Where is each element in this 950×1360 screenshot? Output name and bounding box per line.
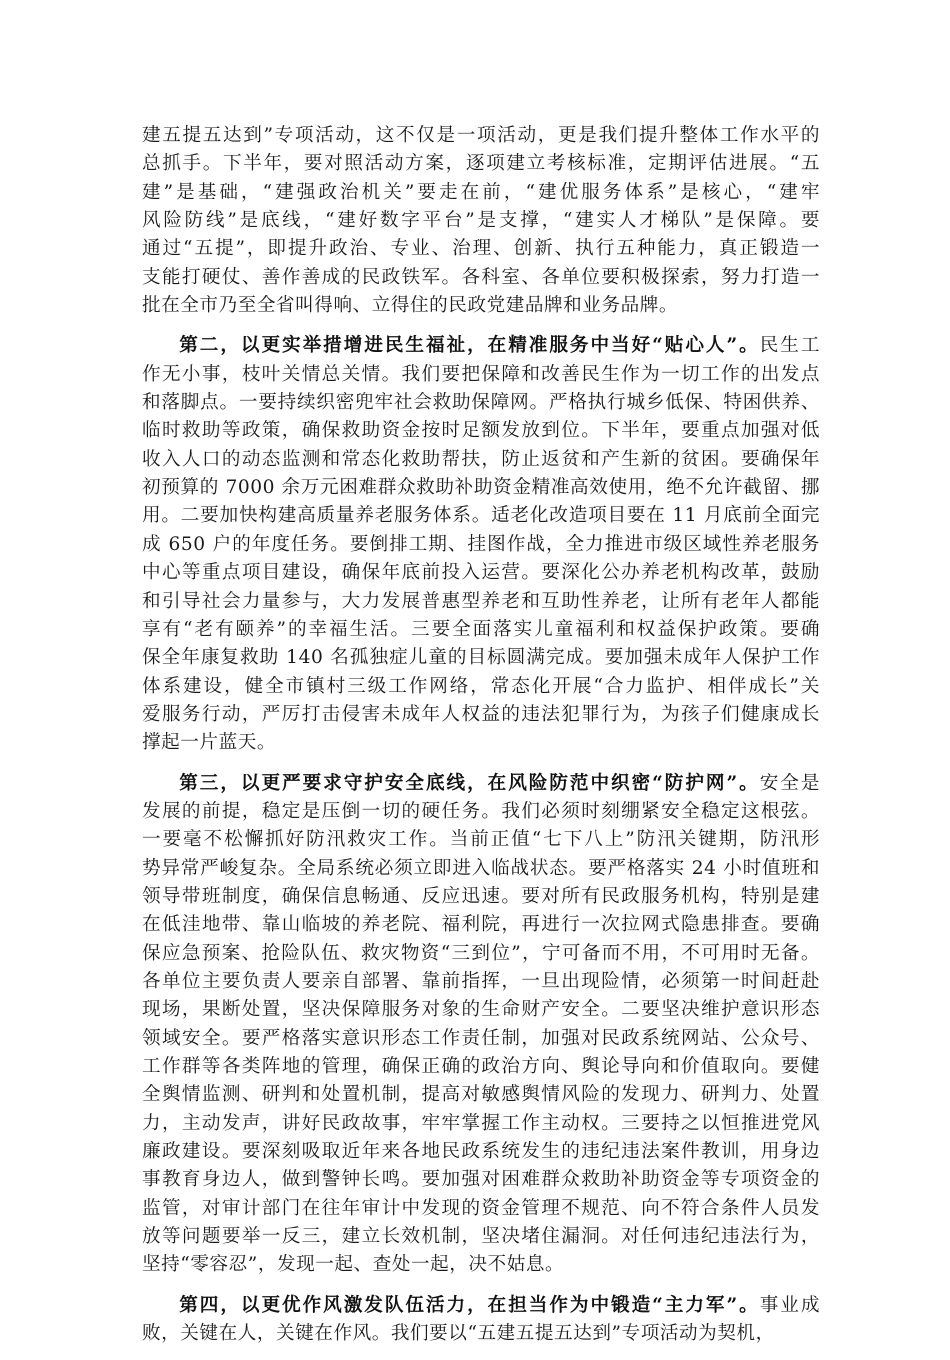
text-line: 在低洼地带、靠山临坡的养老院、福利院，再进行一次拉网式隐患排查。要确 bbox=[142, 914, 820, 936]
text-line: 各单位主要负责人要亲自部署、靠前指挥，一旦出现险情，必须第一时间赶赴 bbox=[142, 970, 820, 992]
paragraph-lead-heading: 第四，以更优作风激发队伍活力，在担当作为中锻造“主力军”。 bbox=[179, 1294, 760, 1316]
text-line: 廉政建设。要深刻吸取近年来各地民政系统发生的违纪违法案件教训，用身边 bbox=[142, 1141, 820, 1163]
text-run: 安全是 bbox=[759, 772, 821, 794]
text-line: 建五提五达到”专项活动，这不仅是一项活动，更是我们提升整体工作水平的 bbox=[142, 125, 820, 146]
text-line: 发展的前提，稳定是压倒一切的硬任务。我们必须时刻绷紧安全稳定这根弦。 bbox=[142, 800, 820, 822]
text-line: 体系建设，健全市镇村三级工作网络，常态化开展“合力监护、相伴成长”关 bbox=[142, 675, 820, 697]
text-line: 风险防线”是底线，“建好数字平台”是支撑，“建实人才梯队”是保障。要 bbox=[142, 210, 820, 232]
text-line: 坚持“零容忍”，发现一起、查处一起，决不姑息。 bbox=[142, 1254, 565, 1276]
text-line: 力，主动发声，讲好民政故事，牢牢掌握工作主动权。三要持之以恒推进党风 bbox=[142, 1112, 820, 1134]
text-line bbox=[142, 770, 820, 798]
text-line: 势异常严峻复杂。全局系统必须立即进入临战状态。要严格落实 24 小时值班和 bbox=[142, 857, 820, 879]
text-line: 和引导社会力量参与，大力发展普惠型养老和互助性养老，让所有老年人都能 bbox=[142, 590, 820, 612]
text-line: 领域安全。要严格落实意识形态工作责任制，加强对民政系统网站、公众号、 bbox=[142, 1027, 820, 1049]
paragraph-fourth bbox=[142, 1292, 820, 1349]
text-line: 用。二要加快构建高质量养老服务体系。适老化改造项目要在 11 月底前全面完 bbox=[142, 505, 820, 527]
text-line: 收入人口的动态监测和常态化救助帮扶，防止返贫和产生新的贫困。要确保年 bbox=[142, 448, 820, 470]
text-line: 总抓手。下半年，要对照活动方案，逐项建立考核标准，定期评估进展。“五 bbox=[142, 153, 820, 175]
text-line: 批在全市乃至全省叫得响、立得住的民政党建品牌和业务品牌。 bbox=[142, 295, 679, 317]
paragraph-lead-heading: 第二，以更实举措增进民生福祉，在精准服务中当好“贴心人”。 bbox=[179, 335, 760, 357]
text-line: 保全年康复救助 140 名孤独症儿童的目标圆满完成。要加强未成年人保护工作 bbox=[142, 647, 820, 669]
text-line: 通过“五提”，即提升政治、专业、治理、创新、执行五种能力，真正锻造一 bbox=[142, 238, 820, 260]
text-line: 支能打硬仗、善作善成的民政铁军。各科室、各单位要积极探索，努力打造一 bbox=[142, 266, 820, 288]
text-line: 爱服务行动，严厉打击侵害未成年人权益的违法犯罪行为，为孩子们健康成长 bbox=[142, 703, 820, 725]
text-run: 事业成 bbox=[759, 1294, 821, 1316]
text-line: 临时救助等政策，确保救助资金按时足额发放到位。下半年，要重点加强对低 bbox=[142, 420, 820, 442]
paragraph-continuation bbox=[142, 122, 820, 320]
paragraph-third bbox=[142, 770, 820, 1280]
document-body bbox=[142, 122, 820, 1360]
text-line: 中心等重点项目建设，确保年底前投入运营。要深化公办养老机构改革，鼓励 bbox=[142, 562, 820, 584]
text-line: 现场，果断处置，坚决保障服务对象的生命财产安全。二要坚决维护意识形态 bbox=[142, 999, 820, 1021]
text-line: 成 650 户的年度任务。要倒排工期、挂图作战，全力推进市级区域性养老服务 bbox=[142, 533, 820, 555]
text-line: 败，关键在人，关键在作风。我们要以“五建五提五达到”专项活动为契机， bbox=[142, 1323, 775, 1345]
text-run: 民生工 bbox=[759, 335, 821, 357]
text-line: 保应急预案、抢险队伍、救灾物资“三到位”，宁可备而不用，不可用时无备。 bbox=[142, 942, 820, 964]
text-line: 一要毫不松懈抓好防汛救灾工作。当前正值“七下八上”防汛关键期，防汛形 bbox=[142, 829, 820, 851]
text-line: 全舆情监测、研判和处置机制，提高对敏感舆情风险的发现力、研判力、处置 bbox=[142, 1084, 820, 1106]
text-line: 作无小事，枝叶关情总关情。我们要把保障和改善民生作为一切工作的出发点 bbox=[142, 363, 820, 385]
text-line: 享有“老有颐养”的幸福生活。三要全面落实儿童福利和权益保护政策。要确 bbox=[142, 618, 820, 640]
text-line: 和落脚点。一要持续织密兜牢社会救助保障网。严格执行城乡低保、特困供养、 bbox=[142, 392, 820, 414]
text-line: 事教育身边人，做到警钟长鸣。要加强对困难群众救助补助资金等专项资金的 bbox=[142, 1169, 820, 1191]
text-line bbox=[142, 1292, 820, 1320]
text-line: 建”是基础，“建强政治机关”要走在前，“建优服务体系”是核心，“建牢 bbox=[142, 181, 820, 203]
paragraph-second bbox=[142, 332, 820, 757]
text-line: 监管，对审计部门在往年审计中发现的资金管理不规范、向不符合条件人员发 bbox=[142, 1197, 820, 1219]
text-line: 领导带班制度，确保信息畅通、反应迅速。要对所有民政服务机构，特别是建 bbox=[142, 885, 820, 907]
text-line bbox=[142, 332, 820, 360]
text-line: 初预算的 7000 余万元困难群众救助补助资金精准高效使用，绝不允许截留、挪 bbox=[142, 477, 820, 499]
text-line: 放等问题要举一反三，建立长效机制，坚决堵住漏洞。对任何违纪违法行为， bbox=[142, 1226, 820, 1248]
paragraph-lead-heading: 第三，以更严要求守护安全底线，在风险防范中织密“防护网”。 bbox=[179, 772, 760, 794]
text-line: 工作群等各类阵地的管理，确保正确的政治方向、舆论导向和价值取向。要健 bbox=[142, 1056, 820, 1077]
text-line: 撑起一片蓝天。 bbox=[142, 732, 277, 754]
